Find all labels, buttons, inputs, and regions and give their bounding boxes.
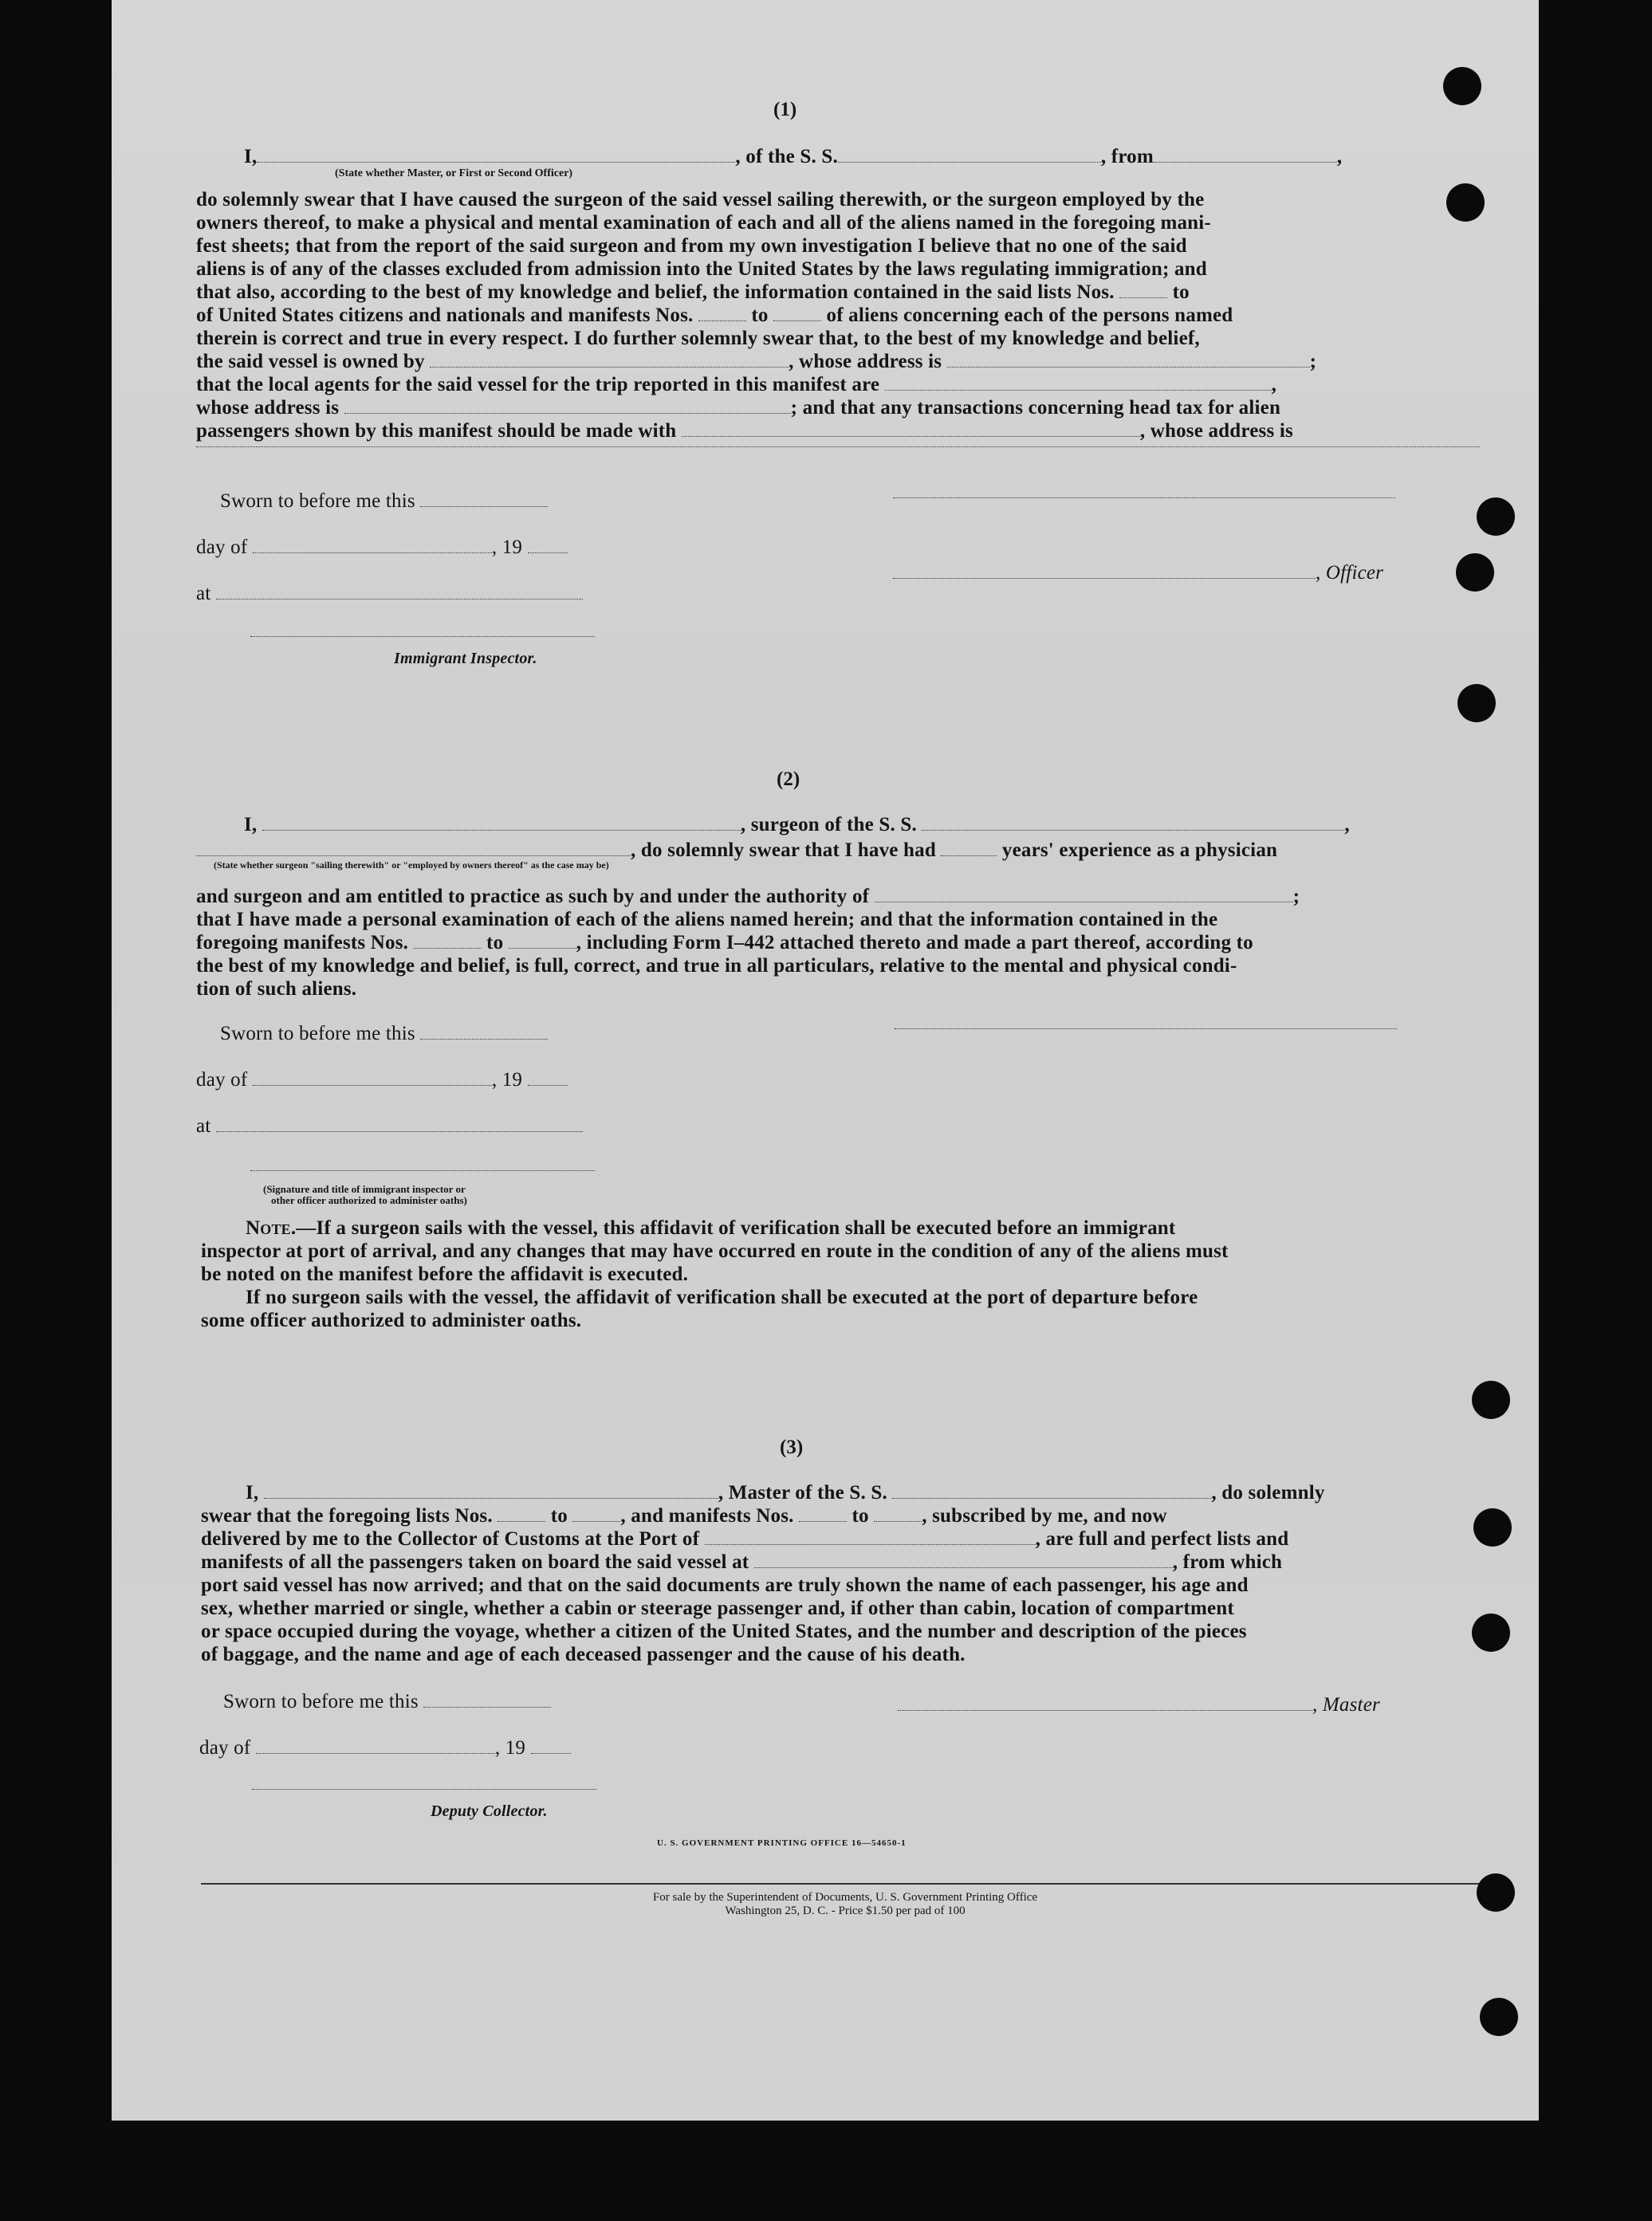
s2-years-blank[interactable] — [941, 841, 997, 856]
s1-at: at — [196, 584, 583, 603]
s1-agents-address-blank[interactable] — [344, 399, 791, 414]
s1-address-blank[interactable] — [196, 446, 1480, 447]
s2-exam: that I have made a personal examination of each of the aliens named herein; and that the information contained in the — [196, 909, 1218, 930]
s2-line1: I, , surgeon of the S. S. , — [244, 814, 1350, 835]
s2-signature-blank[interactable] — [895, 1028, 1397, 1029]
s3-body-3: of baggage, and the name and age of each deceased passenger and the cause of his death. — [201, 1644, 966, 1665]
s1-body-2: fest sheets; that from the report of the said surgeon and from my own investigation I believe that no one of the said — [196, 235, 1187, 257]
s2-surgeon-blank[interactable] — [262, 816, 741, 831]
s1-from-blank[interactable] — [1154, 147, 1337, 163]
s3-lists-from-blank[interactable] — [498, 1507, 545, 1522]
s2-sig-caption-1: (Signature and title of immigrant inspector or — [263, 1183, 466, 1195]
s1-lists-from-blank[interactable] — [1119, 283, 1167, 298]
s3-body-0: port said vessel has now arrived; and that on the said documents are truly shown the name of each passenger, his age and — [201, 1574, 1249, 1596]
s1-passengers-line: passengers shown by this manifest should be made with , whose address is — [196, 420, 1293, 442]
s3-body-1: sex, whether married or single, whether a cabin or steerage passenger and, if other than cabin, location of compartment — [201, 1598, 1234, 1619]
s2-manifests: foregoing manifests Nos. to , including Form I–442 attached thereto and made a part thereof, according to — [196, 932, 1253, 953]
s3-master-sign-blank[interactable] — [898, 1696, 1312, 1711]
s1-owned-line: the said vessel is owned by , whose address is ; — [196, 351, 1317, 372]
punch-hole-8 — [1472, 1614, 1510, 1652]
s1-line1-caption: (State whether Master, or First or Second Officer) — [335, 167, 573, 179]
s1-body-0: do solemnly swear that I have caused the surgeon of the said vessel sailing therewith, or the surgeon employed by the — [196, 189, 1205, 210]
s2-note-4: some officer authorized to administer oaths. — [201, 1310, 582, 1331]
form-page — [112, 0, 1539, 2121]
s3-origin-blank[interactable] — [754, 1553, 1173, 1568]
s1-citizens-line: of United States citizens and nationals and manifests Nos. to of aliens concerning each of the persons named — [196, 305, 1233, 326]
s2-note-0: Note.—If a surgeon sails with the vessel, this affidavit of verification shall be executed before an immigrant — [246, 1217, 1176, 1239]
section-1-number: (1) — [773, 99, 797, 120]
s2-sworn-blank[interactable] — [420, 1024, 548, 1040]
s2-sworn: Sworn to before me this — [220, 1024, 548, 1044]
s2-note-2: be noted on the manifest before the affidavit is executed. — [201, 1264, 689, 1285]
s1-correct-line: therein is correct and true in every respect. I do further solemnly swear that, to the best of my knowledge and belief, — [196, 328, 1200, 349]
s1-sworn: Sworn to before me this — [220, 491, 548, 511]
s2-manifest-from-blank[interactable] — [414, 934, 482, 949]
s3-port-blank[interactable] — [705, 1530, 1036, 1545]
punch-hole-1 — [1443, 67, 1481, 105]
s2-at-blank[interactable] — [216, 1117, 583, 1132]
punch-hole-9 — [1477, 1873, 1515, 1912]
s3-manifests-from-blank[interactable] — [799, 1507, 847, 1522]
s1-lists-line: that also, according to the best of my knowledge and belief, the information contained in the said lists Nos. to — [196, 281, 1190, 303]
section-3-number: (3) — [780, 1437, 804, 1458]
s2-note-label: Note. — [246, 1217, 297, 1239]
s1-day-blank[interactable] — [253, 538, 492, 553]
s2-line2-caption: (State whether surgeon "sailing therewith" or "employed by owners thereof" as the case may be) — [214, 859, 609, 871]
s3-day: day of , 19 — [199, 1738, 571, 1758]
footer-line-1: For sale by the Superintendent of Documents, U. S. Government Printing Office — [652, 1891, 1038, 1904]
footer-text — [534, 1891, 1156, 1917]
punch-hole-3 — [1477, 497, 1515, 536]
s1-headtax-blank[interactable] — [682, 422, 1140, 437]
punch-hole-10 — [1480, 1998, 1518, 2036]
s1-sworn-blank[interactable] — [420, 492, 548, 507]
s1-inspector-blank[interactable] — [250, 636, 595, 637]
s1-officer: , Officer — [893, 563, 1383, 583]
s2-at: at — [196, 1116, 583, 1136]
s3-day-blank[interactable] — [256, 1739, 495, 1754]
s2-year-blank[interactable] — [528, 1071, 568, 1086]
s1-line1: I, , of the S. S. , from , — [244, 146, 1343, 167]
footer-rule — [201, 1883, 1485, 1885]
s3-manifests-to-blank[interactable] — [874, 1507, 922, 1522]
gpo-line: U. S. GOVERNMENT PRINTING OFFICE 16—54650-1 — [657, 1838, 907, 1848]
s1-agents-line: that the local agents for the said vessel for the trip reported in this manifest are , — [196, 374, 1277, 395]
s3-year-blank[interactable] — [531, 1739, 571, 1754]
s1-signature-blank[interactable] — [893, 497, 1395, 498]
s2-authority-blank[interactable] — [875, 887, 1293, 902]
punch-hole-6 — [1472, 1381, 1510, 1419]
s3-line4: manifests of all the passengers taken on board the said vessel at , from which — [201, 1551, 1283, 1573]
s1-year-blank[interactable] — [528, 538, 568, 553]
s2-status-blank[interactable] — [196, 841, 631, 856]
s1-body-1: owners thereof, to make a physical and mental examination of each and all of the aliens named in the foregoing mani- — [196, 212, 1211, 234]
s1-owner-blank[interactable] — [430, 352, 789, 368]
s3-sworn-blank[interactable] — [423, 1692, 551, 1708]
s1-day: day of , 19 — [196, 537, 568, 557]
s2-note-1: inspector at port of arrival, and any changes that may have occurred en route in the condition of any of the aliens must — [201, 1240, 1229, 1262]
s1-manifest-from-blank[interactable] — [698, 306, 746, 321]
s1-manifest-to-blank[interactable] — [773, 306, 821, 321]
s1-officer-blank[interactable] — [257, 147, 735, 163]
s1-body-3: aliens is of any of the classes excluded from admission into the United States by the laws regulating immigration; and — [196, 258, 1207, 280]
s2-authority: and surgeon and am entitled to practice as such by and under the authority of ; — [196, 886, 1300, 907]
s2-day-blank[interactable] — [253, 1071, 492, 1086]
s1-officer-sign-blank[interactable] — [893, 564, 1316, 579]
s3-line1: I, , Master of the S. S. , do solemnly — [246, 1482, 1325, 1504]
s1-inspector-caption: Immigrant Inspector. — [394, 650, 537, 667]
punch-hole-7 — [1473, 1508, 1512, 1547]
s3-line2: swear that the foregoing lists Nos. to , and manifests Nos. to , subscribed by me, and now — [201, 1505, 1167, 1527]
s3-master-blank[interactable] — [264, 1484, 718, 1499]
punch-hole-5 — [1457, 684, 1496, 722]
s2-manifest-to-blank[interactable] — [509, 934, 576, 949]
s2-note-3: If no surgeon sails with the vessel, the affidavit of verification shall be executed at the port of departure before — [246, 1287, 1198, 1308]
punch-hole-2 — [1446, 183, 1485, 222]
s1-whose-line: whose address is ; and that any transactions concerning head tax for alien — [196, 397, 1281, 419]
punch-hole-4 — [1456, 553, 1494, 592]
s2-day: day of , 19 — [196, 1070, 568, 1090]
s3-sworn: Sworn to before me this — [223, 1692, 551, 1712]
s2-sig-caption-2: other officer authorized to administer oaths) — [271, 1194, 467, 1206]
s3-ship-blank[interactable] — [892, 1484, 1211, 1499]
s3-collector-blank[interactable] — [252, 1789, 596, 1790]
s2-inspector-blank[interactable] — [250, 1170, 595, 1171]
s1-agents-blank[interactable] — [885, 375, 1272, 391]
s3-master-sign: , Master — [898, 1695, 1380, 1715]
section-2-number: (2) — [777, 769, 800, 790]
s1-at-blank[interactable] — [216, 584, 583, 599]
s3-lists-to-blank[interactable] — [572, 1507, 620, 1522]
s1-ship-blank[interactable] — [838, 147, 1101, 163]
s2-line2: , do solemnly swear that I have had years' experience as a physician — [196, 840, 1277, 860]
s3-body-2: or space occupied during the voyage, whether a citizen of the United States, and the number and description of the pieces — [201, 1621, 1247, 1642]
s2-ship-blank[interactable] — [922, 816, 1344, 831]
s3-collector-caption: Deputy Collector. — [431, 1802, 548, 1820]
footer-line-2: Washington 25, D. C. - Price $1.50 per pad of 100 — [725, 1904, 966, 1917]
s2-such: tion of such aliens. — [196, 978, 357, 1000]
s2-best: the best of my knowledge and belief, is full, correct, and true in all particulars, relative to the mental and physical condi- — [196, 955, 1237, 977]
s1-owner-address-blank[interactable] — [947, 352, 1310, 368]
s3-line3: delivered by me to the Collector of Customs at the Port of , are full and perfect lists and — [201, 1528, 1289, 1550]
